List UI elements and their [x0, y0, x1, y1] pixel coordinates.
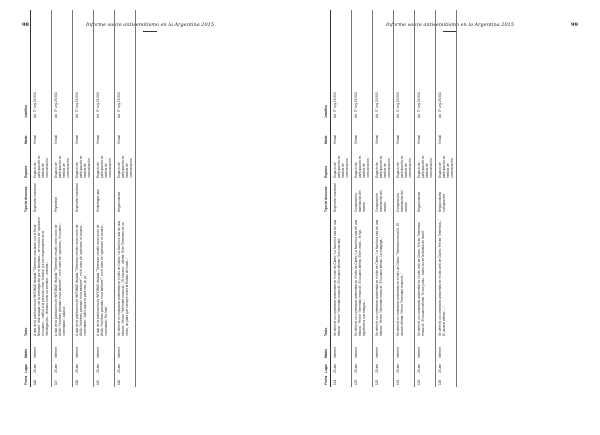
left-data-table [22, 10, 136, 387]
header-rule [143, 31, 157, 32]
cell-medio: Internet [94, 338, 115, 360]
cell-tipo: Peyorativo [52, 180, 73, 214]
cell-num: 117 [52, 375, 73, 387]
cell-espacio: Espacio de participación en medios de comunicación [436, 146, 457, 180]
table-row [352, 10, 373, 387]
table-row [94, 10, 115, 387]
cell-medio: Internet [115, 338, 136, 360]
cell-num: 119 [94, 375, 115, 387]
col-modo: Modo [22, 120, 31, 146]
col-tipo: Tipo de discurso [22, 180, 31, 214]
cell-medio: Internet [394, 338, 415, 360]
cell-espacio: Espacio de participación en medios de comunicación [31, 146, 52, 180]
cell-lugar: 23-abr [31, 360, 52, 375]
col-modo: Modo [322, 120, 331, 146]
cell-justifica: Art. 3° Ley 23.592. [436, 10, 457, 120]
cell-justifica: Art. 3° Ley 23.592. [352, 10, 373, 120]
cell-modo: Virtual [352, 120, 373, 146]
cell-justifica: Art. 3° Ley 23.592. [394, 10, 415, 120]
cell-tipo: Expresión ocasional [31, 180, 52, 214]
running-title: Informe sobre antisemitismo en la Argentina 2015 [85, 22, 215, 28]
cell-texto: Se detectó el comentario antisemita en el sitio de Clarín: 'La Nación a raíz de una tribuna'. 'Héctor Timerman renunció...' El usuario... afirma: 'Este Timerman es un cerdo, un judío que siempre sirvió al Estado de Israel...' [115, 214, 136, 338]
col-medio: Medio [322, 338, 331, 360]
col-espacio: Espacio [22, 146, 31, 180]
cell-modo: Virtual [52, 120, 73, 146]
cell-justifica: Art. 3° Ley 23.592. [94, 10, 115, 120]
page-number: 99 [571, 22, 578, 28]
cell-espacio: Espacio de participación en medios de comunicación [52, 146, 73, 180]
col-tipo: Tipo de discurso [322, 180, 331, 214]
cell-num: 118 [73, 375, 94, 387]
col-fecha: Fecha [322, 375, 331, 387]
cell-modo: Virtual [331, 120, 352, 146]
cell-espacio: Espacio de participación en medios de comunicación [331, 146, 352, 180]
cell-justifica: Art. 3° Ley 23.592. [373, 10, 394, 120]
cell-espacio: Espacio de participación en medios de comunicación [352, 146, 373, 180]
cell-espacio: Espacio de participación en medios de comunicación [394, 146, 415, 180]
col-fecha: Fecha [22, 375, 31, 387]
cell-tipo: Conspiración dominación del mundo [373, 180, 394, 214]
cell-texto: Se detectó un comentario antisemita en el sitio web de Clarín: 'Héctor Timerman...' El usuario afirma: '...' [436, 214, 457, 338]
cell-tipo: Simbología nazi [94, 180, 115, 214]
cell-num: 126 [436, 375, 457, 387]
table-row [415, 10, 436, 387]
right-data-table [322, 10, 457, 387]
cell-texto: A raíz de la publicación de INFOBAE titulada "Tiberman: resultó como socio de AMIA: 'Hubieras pensado en la barbarie'", en el rubro de 'opiniones' el usuario... comentado: 'Judio, aquí es para eso, ja, ja'. [73, 214, 94, 338]
cell-modo: Virtual [94, 120, 115, 146]
cell-modo: Virtual [73, 120, 94, 146]
cell-num: 123 [373, 375, 394, 387]
cell-lugar: 23-abr [331, 360, 352, 375]
cell-medio: Internet [331, 338, 352, 360]
table-row [115, 10, 136, 387]
cell-texto: Se detectó un comentario antisemita en el sitio de Clarín: 'La Nación a raíz de una tribuna'. 'Héctor Timerman renunció'. El usuario afirma: 'Este cerdo... el tipo siguiendo a sus amigos...' [352, 214, 373, 338]
table-row [31, 10, 52, 387]
cell-espacio: Espacio de participación en medios de comunicación [94, 146, 115, 180]
cell-num: 116 [31, 375, 52, 387]
right-table-area [322, 42, 578, 387]
cell-texto: Se detectó un comentario antisemita en el sitio de Clarín: 'La Nación a raíz de una tribuna'. 'Héctor Timerman renunció'. El usuario afirma: 'La sinagoga...' [373, 214, 394, 338]
cell-medio: Internet [31, 338, 52, 360]
col-texto: Texto [22, 214, 31, 338]
cell-lugar: 23-abr [52, 360, 73, 375]
table-row [52, 10, 73, 387]
cell-num: 125 [415, 375, 436, 387]
left-table-area [22, 42, 278, 387]
cell-lugar: 23-abr [394, 360, 415, 375]
col-justifica: Justifica [22, 10, 31, 120]
cell-texto: Se detectó el comentario antisemita en el sitio de Clarín: 'Tiberman renunció'. El usuario afirma: 'Héctor Timerman renunció...' [394, 214, 415, 338]
cell-tipo: Conspiración dominación del mundo [394, 180, 415, 214]
table-row [394, 10, 415, 387]
cell-medio: Internet [73, 338, 94, 360]
running-title: Informe sobre antisemitismo en la Argentina 2015 [385, 22, 515, 28]
cell-num: 122 [352, 375, 373, 387]
cell-lugar: 23-abr [436, 360, 457, 375]
cell-justifica: Art. 3° Ley 23.592. [52, 10, 73, 120]
table-row [436, 10, 457, 387]
table-row [373, 10, 394, 387]
cell-texto: A raíz de la publicación de INFOBAE titulada "Tiberman: una tarde con el fiscal Nisman" relacionada con la investigación por el atentado... en el rubro de 'opiniones' el usuario... calificó a la persona como 'Judaica' y a los responsables de la investigación... Nisman como un servidor... sionista... [31, 214, 52, 338]
cell-tipo: Negacionismo [115, 180, 136, 214]
table-row [73, 10, 94, 387]
cell-espacio: Espacio de participación en medios de comunicación [73, 146, 94, 180]
cell-modo: Virtual [436, 120, 457, 146]
table-header-row [322, 10, 331, 387]
cell-modo: Virtual [394, 120, 415, 146]
cell-justifica: Art. 3° Ley 23.592. [31, 10, 52, 120]
col-espacio: Espacio [322, 146, 331, 180]
cell-tipo: Negacionismo conspiración [436, 180, 457, 214]
cell-lugar: 23-abr [94, 360, 115, 375]
cell-texto: Se detectó un comentario antisemita en el sitio web de Clarín. 'Héctor Timerman renunció'. El usuario afirma: 'Si sos judío... todos los de la familia de Israel'. [415, 214, 436, 338]
cell-modo: Virtual [373, 120, 394, 146]
cell-medio: Internet [352, 338, 373, 360]
cell-medio: Internet [52, 338, 73, 360]
col-lugar: Lugar [322, 360, 331, 375]
cell-espacio: Espacio de participación en medios de comunicación [115, 146, 136, 180]
cell-justifica: Art. 3° Ley 23.592. [115, 10, 136, 120]
cell-texto: A raíz de la publicación de INFOBAE titulada "Tiberman: resultó como socio de AMIA: 'Hubieras pensado en la barbarie'", en el rubro de 'opiniones', el usuario... comentado: 'Judaica'. [52, 214, 73, 338]
cell-tipo: Expresión ocasional [73, 180, 94, 214]
cell-justifica: Art. 3° Ley 23.592. [331, 10, 352, 120]
cell-lugar: 23-abr [415, 360, 436, 375]
table-row [331, 10, 352, 387]
cell-lugar: 23-abr [373, 360, 394, 375]
cell-medio: Internet [373, 338, 394, 360]
right-page [300, 0, 600, 435]
col-texto: Texto [322, 214, 331, 338]
cell-justifica: Art. 3° Ley 23.592. [73, 10, 94, 120]
cell-tipo: Expresión ocasional [331, 180, 352, 214]
table-header-row [22, 10, 31, 387]
cell-num: 121 [331, 375, 352, 387]
cell-num: 124 [394, 375, 415, 387]
col-lugar: Lugar [22, 360, 31, 375]
cell-texto: A raíz de la publicación de INFOBAE titulada "Tiberman: resultó como socio de AMIA: 'Hubieras pensado en la barbarie'", en el rubro de 'opiniones' el usuario... comentado: 'En todo'. [94, 214, 115, 338]
cell-num: 120 [115, 375, 136, 387]
cell-texto: Se detectó un comentario antisemita en el sitio de Clarín: 'La Nación a raíz de una tribuna'. 'Héctor Timerman renunció'. El usuario afirma: 'Sos una rata'. [331, 214, 352, 338]
cell-modo: Virtual [415, 120, 436, 146]
cell-lugar: 23-abr [352, 360, 373, 375]
cell-tipo: Conspiración dominación del mundo [352, 180, 373, 214]
cell-espacio: Espacio de participación en medios de comunicación [373, 146, 394, 180]
cell-espacio: Espacio de participación en medios de comunicación [415, 146, 436, 180]
cell-justifica: Art. 3° Ley 23.592. [415, 10, 436, 120]
cell-tipo: Negacionismo [415, 180, 436, 214]
cell-modo: Virtual [115, 120, 136, 146]
cell-medio: Internet [436, 338, 457, 360]
page-number: 98 [22, 22, 29, 28]
cell-lugar: 23-abr [115, 360, 136, 375]
col-medio: Medio [22, 338, 31, 360]
cell-medio: Internet [415, 338, 436, 360]
cell-modo: Virtual [31, 120, 52, 146]
cell-lugar: 23-abr [73, 360, 94, 375]
col-justifica: Justifica [322, 10, 331, 120]
